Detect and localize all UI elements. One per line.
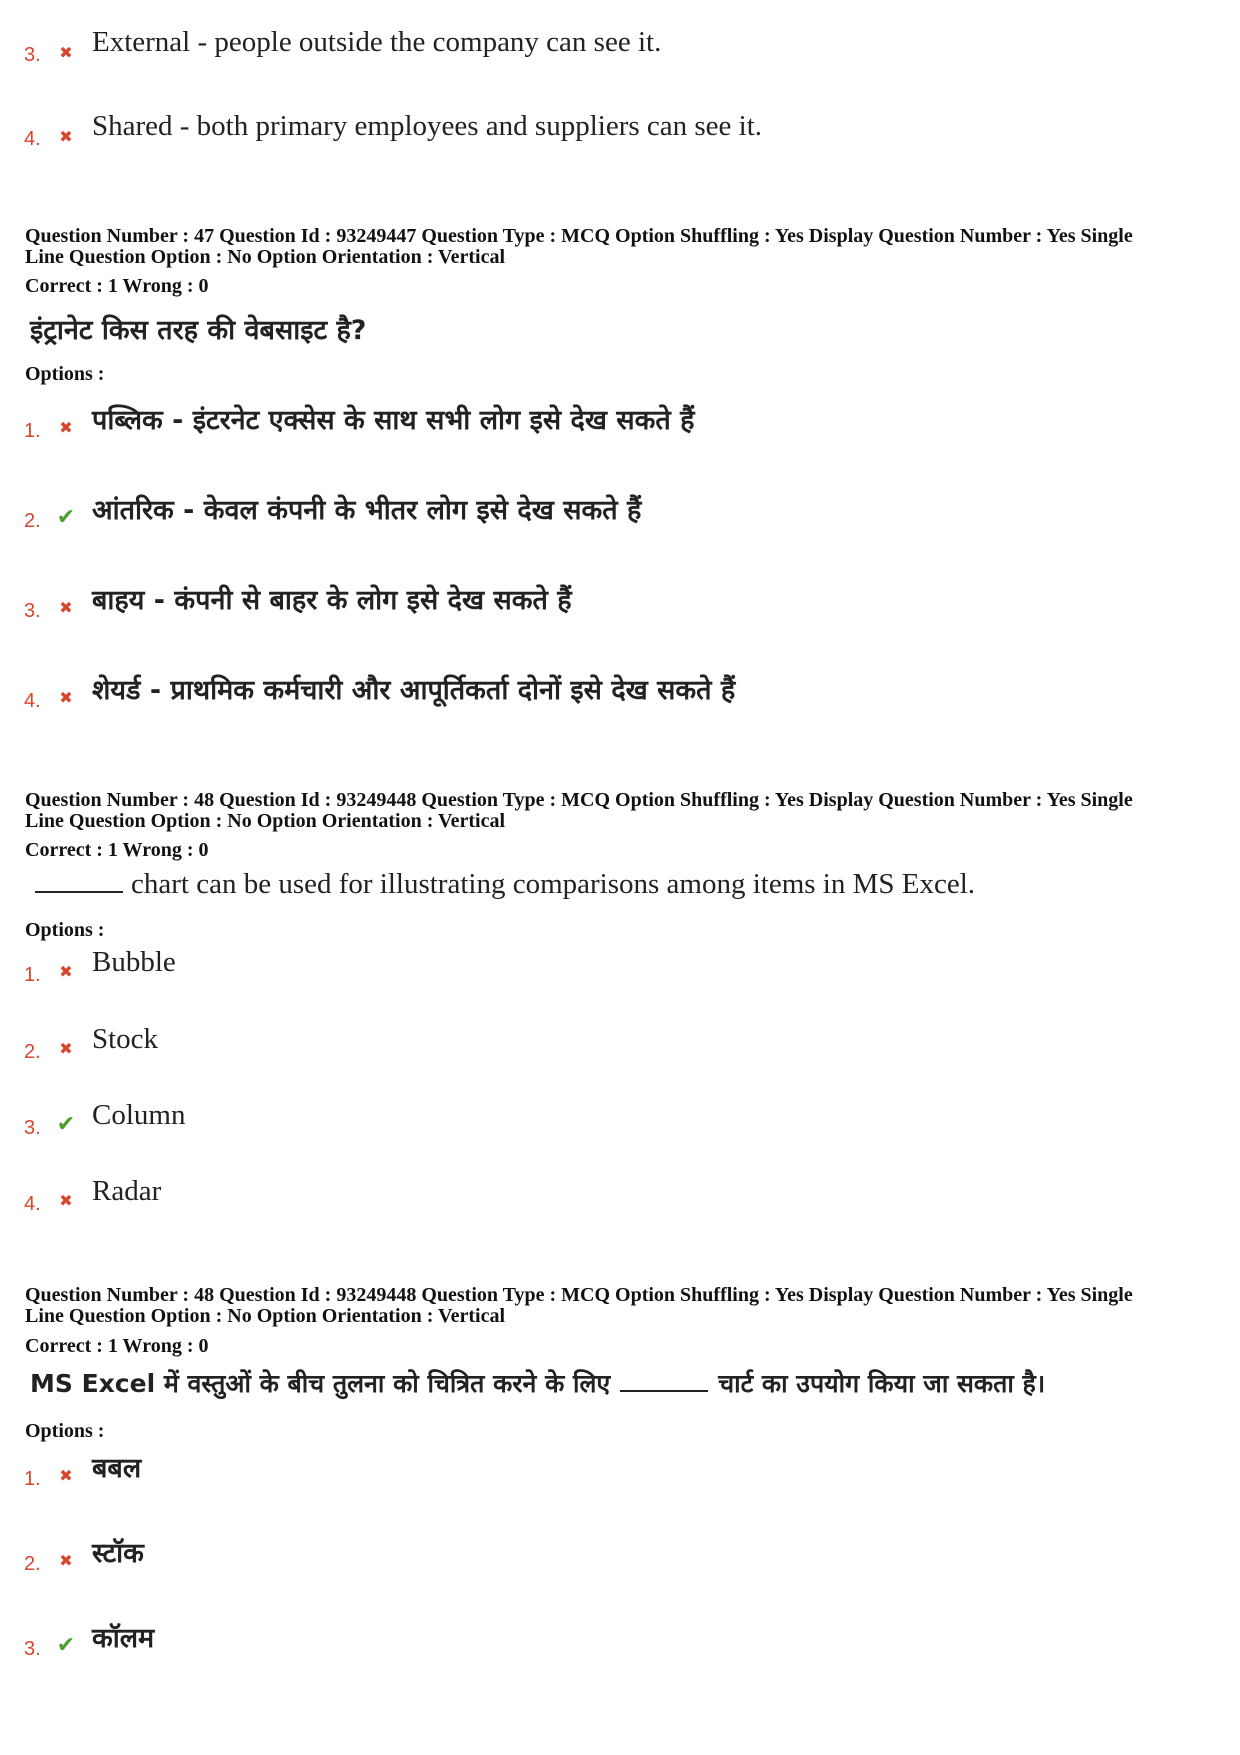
meta-line: Question Number : 47 Question Id : 93249447 Question Type : MCQ Option Shuffling : Yes Display Question Number : Yes Single [25,225,1133,247]
option-row [0,580,1240,624]
question-text [30,1366,1045,1400]
option-row [0,948,1240,988]
wrong-mark-icon: ✖ [59,598,73,617]
correct-check-icon: ✔ [56,1112,76,1137]
option-number: 4. [24,1193,41,1215]
question-meta [25,790,1133,832]
meta-line: Line Question Option : No Option Orientation : Vertical [25,246,506,268]
question-text: इंट्रानेट किस तरह की वेबसाइट है? [30,315,367,346]
option-text: शेयर्ड - प्राथमिक कर्मचारी और आपूर्तिकर्ता दोनों इसे देख सकते हैं [92,675,736,706]
option-number: 2. [24,510,41,532]
option-row [0,1535,1240,1579]
question-text-part: MS Excel में वस्तुओं के बीच तुलना को चित्रित करने के लिए [30,1369,611,1398]
wrong-mark-icon: ✖ [59,127,73,146]
option-text: External - people outside the company can see it. [92,26,662,58]
option-number: 3. [24,1638,41,1660]
option-number: 3. [24,44,41,66]
options-label: Options : [25,363,105,385]
correct-check-icon: ✔ [56,505,76,530]
option-number: 1. [24,964,41,986]
option-number: 2. [24,1553,41,1575]
option-text: बाहय - कंपनी से बाहर के लोग इसे देख सकते हैं [92,585,572,616]
wrong-mark-icon: ✖ [59,1191,73,1210]
wrong-mark-icon: ✖ [59,1551,73,1570]
option-number: 1. [24,420,41,442]
option-number: 4. [24,128,41,150]
answer-blank [620,1372,708,1392]
option-number: 4. [24,690,41,712]
wrong-mark-icon: ✖ [59,1039,73,1058]
question-text [35,868,975,901]
option-row [0,112,1240,152]
option-row [0,490,1240,534]
meta-line: Question Number : 48 Question Id : 93249448 Question Type : MCQ Option Shuffling : Yes Display Question Number : Yes Single [25,1284,1133,1306]
wrong-mark-icon: ✖ [59,418,73,437]
option-text: स्टॉक [92,1538,144,1569]
meta-line: Line Question Option : No Option Orientation : Vertical [25,1305,506,1327]
option-text: Radar [92,1175,162,1207]
option-row [0,28,1240,68]
option-text: पब्लिक - इंटरनेट एक्सेस के साथ सभी लोग इसे देख सकते हैं [92,405,695,436]
question-text-part: चार्ट का उपयोग किया जा सकता है। [718,1369,1046,1398]
options-label: Options : [25,919,105,941]
meta-line: Line Question Option : No Option Orientation : Vertical [25,810,506,832]
score-line: Correct : 1 Wrong : 0 [25,839,209,861]
question-text-content: chart can be used for illustrating comparisons among items in MS Excel. [131,868,976,900]
option-number: 2. [24,1041,41,1063]
option-row [0,1620,1240,1664]
option-text: Stock [92,1023,159,1055]
option-text: बबल [92,1453,142,1484]
option-number: 3. [24,1117,41,1139]
option-text: आंतरिक - केवल कंपनी के भीतर लोग इसे देख सकते हैं [92,495,642,526]
question-meta [25,1285,1133,1327]
option-row [0,400,1240,444]
option-row [0,1177,1240,1217]
option-number: 1. [24,1468,41,1490]
option-row [0,1101,1240,1141]
score-line: Correct : 1 Wrong : 0 [25,275,209,297]
wrong-mark-icon: ✖ [59,1466,73,1485]
option-row [0,1450,1240,1494]
option-row [0,670,1240,714]
meta-line: Question Number : 48 Question Id : 93249448 Question Type : MCQ Option Shuffling : Yes Display Question Number : Yes Single [25,789,1133,811]
answer-blank [35,873,123,893]
options-label: Options : [25,1420,105,1442]
correct-check-icon: ✔ [56,1633,76,1658]
option-row [0,1025,1240,1065]
question-meta [25,226,1133,268]
option-text: Shared - both primary employees and suppliers can see it. [92,110,763,142]
option-text: Bubble [92,946,176,978]
option-number: 3. [24,600,41,622]
wrong-mark-icon: ✖ [59,688,73,707]
wrong-mark-icon: ✖ [59,43,73,62]
option-text: Column [92,1099,186,1131]
wrong-mark-icon: ✖ [59,962,73,981]
score-line: Correct : 1 Wrong : 0 [25,1335,209,1357]
option-text: कॉलम [92,1623,155,1654]
